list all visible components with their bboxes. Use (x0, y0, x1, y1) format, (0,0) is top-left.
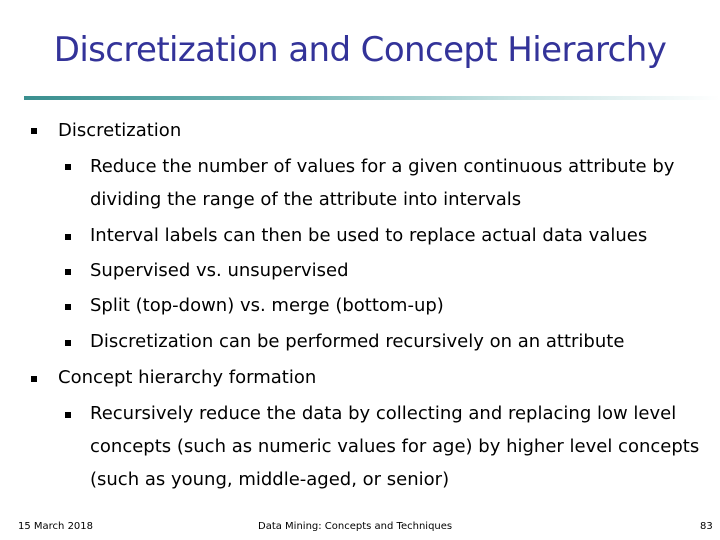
bullet-discretization: Discretization (58, 120, 182, 141)
bullet-recursive: Discretization can be performed recursively on an attribute (90, 331, 625, 352)
bullet-square-icon (65, 269, 71, 275)
bullet-square-icon (31, 376, 37, 382)
bullet-square-icon (65, 304, 71, 310)
bullet-square-icon (65, 412, 71, 418)
bullet-recursively-reduce: Recursively reduce the data by collecting and replacing low level concepts (such as numeric values for age) by higher level concepts (such as young, middle-aged, or senior) (90, 403, 700, 490)
bullet-square-icon (65, 164, 71, 170)
bullet-square-icon (31, 128, 37, 134)
bullet-concept-hierarchy: Concept hierarchy formation (58, 367, 317, 388)
bullet-interval-labels: Interval labels can then be used to replace actual data values (90, 225, 648, 246)
slide-title: Discretization and Concept Hierarchy (53, 30, 667, 70)
footer-date: 15 March 2018 (18, 521, 94, 532)
footer-course: Data Mining: Concepts and Techniques (258, 521, 453, 532)
bullet-supervised: Supervised vs. unsupervised (90, 260, 349, 281)
title-divider (24, 96, 720, 100)
footer-page-number: 83 (700, 521, 713, 532)
bullet-split-merge: Split (top-down) vs. merge (bottom-up) (90, 295, 444, 316)
bullet-reduce-values: Reduce the number of values for a given continuous attribute by dividing the range of the attribute into intervals (90, 156, 675, 210)
bullet-square-icon (65, 234, 71, 240)
bullet-square-icon (65, 340, 71, 346)
